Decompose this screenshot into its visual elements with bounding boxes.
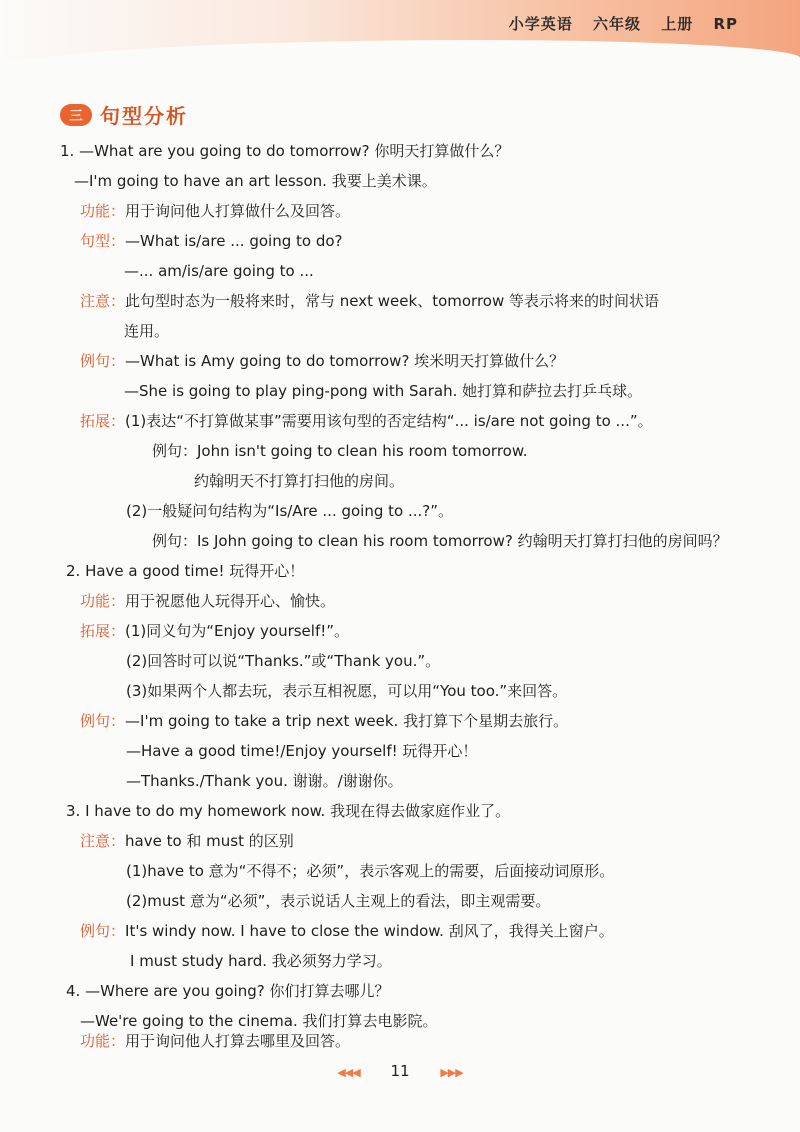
running-header	[495, 13, 738, 34]
section-title: 句型分析	[100, 104, 188, 128]
item-2-title: 2. Have a good time! 玩得开心！	[66, 562, 305, 580]
item-1-example: 例句：—What is Amy going to do tomorrow? 埃米明天打算做什么？	[80, 352, 565, 370]
item-1-ext-2-example: 例句：Is John going to clean his room tomorrow? 约翰明天打算打扫他的房间吗？	[152, 532, 728, 550]
item-3-example-2: I must study hard. 我必须努力学习。	[130, 952, 392, 970]
item-1-note-cont: 连用。	[124, 322, 170, 340]
item-3-title: 3. I have to do my homework now. 我现在得去做家庭作业了。	[66, 802, 511, 820]
item-4-function: 功能：用于询问他人打算去哪里及回答。	[80, 1032, 351, 1050]
page-number: 11	[390, 1062, 410, 1080]
item-4-question: 4. —Where are you going? 你们打算去哪儿？	[66, 982, 390, 1000]
next-arrows-icon: ▶▶▶	[440, 1066, 463, 1079]
section-heading	[60, 100, 188, 129]
item-3-note-1: (1)have to 意为“不得不；必须”，表示客观上的需要，后面接动词原形。	[126, 862, 615, 880]
item-1-ext-example: 例句：John isn't going to clean his room tomorrow.	[152, 442, 528, 460]
header-grade: 六年级	[592, 15, 641, 33]
item-2-ext-3: (3)如果两个人都去玩，表示互相祝愿，可以用“You too.”来回答。	[126, 682, 568, 700]
prev-arrows-icon: ◀◀◀	[337, 1066, 360, 1079]
header-volume: 上册	[661, 15, 694, 33]
header-subject: 小学英语	[508, 15, 573, 33]
item-1-extension: 拓展：(1)表达“不打算做某事”需要用该句型的否定结构“... is/are not going to ...”。	[80, 412, 653, 430]
item-1-example-answer: —She is going to play ping-pong with Sarah. 她打算和萨拉去打乒乓球。	[124, 382, 643, 400]
item-1-ext-example-cn: 约翰明天不打算打扫他的房间。	[194, 472, 405, 490]
item-3-example: 例句：It's windy now. I have to close the window. 刮风了，我得关上窗户。	[80, 922, 614, 940]
item-3-note-2: (2)must 意为“必须”，表示说话人主观上的看法，即主观需要。	[126, 892, 551, 910]
item-2-function: 功能：用于祝愿他人玩得开心、愉快。	[80, 592, 336, 610]
item-2-example-thanks: —Thanks./Thank you. 谢谢。/谢谢你。	[126, 772, 403, 790]
item-1-pattern-answer: —... am/is/are going to ...	[124, 262, 314, 280]
item-1-function: 功能：用于询问他人打算做什么及回答。	[80, 202, 351, 220]
item-1-answer: —I'm going to have an art lesson. 我要上美术课。	[74, 172, 437, 190]
item-2-example-reply: —Have a good time!/Enjoy yourself! 玩得开心！	[126, 742, 478, 760]
item-1-question: 1. —What are you going to do tomorrow? 你明天打算做什么？	[60, 142, 510, 160]
item-3-note: 注意：have to 和 must 的区别	[80, 832, 294, 850]
item-1-note: 注意：此句型时态为一般将来时，常与 next week、tomorrow 等表示将来的时间状语	[80, 292, 659, 310]
page-footer	[0, 1062, 800, 1080]
item-1-pattern: 句型：—What is/are ... going to do?	[80, 232, 343, 250]
item-2-example: 例句：—I'm going to take a trip next week. 我打算下个星期去旅行。	[80, 712, 569, 730]
item-2-extension: 拓展：(1)同义句为“Enjoy yourself!”。	[80, 622, 350, 640]
item-1-ext-2: (2)一般疑问句结构为“Is/Are ... going to ...?”。	[126, 502, 454, 520]
item-2-ext-2: (2)回答时可以说“Thanks.”或“Thank you.”。	[126, 652, 441, 670]
header-edition: RP	[713, 15, 738, 33]
item-4-answer: —We're going to the cinema. 我们打算去电影院。	[80, 1012, 438, 1030]
section-badge: 三	[60, 104, 92, 126]
